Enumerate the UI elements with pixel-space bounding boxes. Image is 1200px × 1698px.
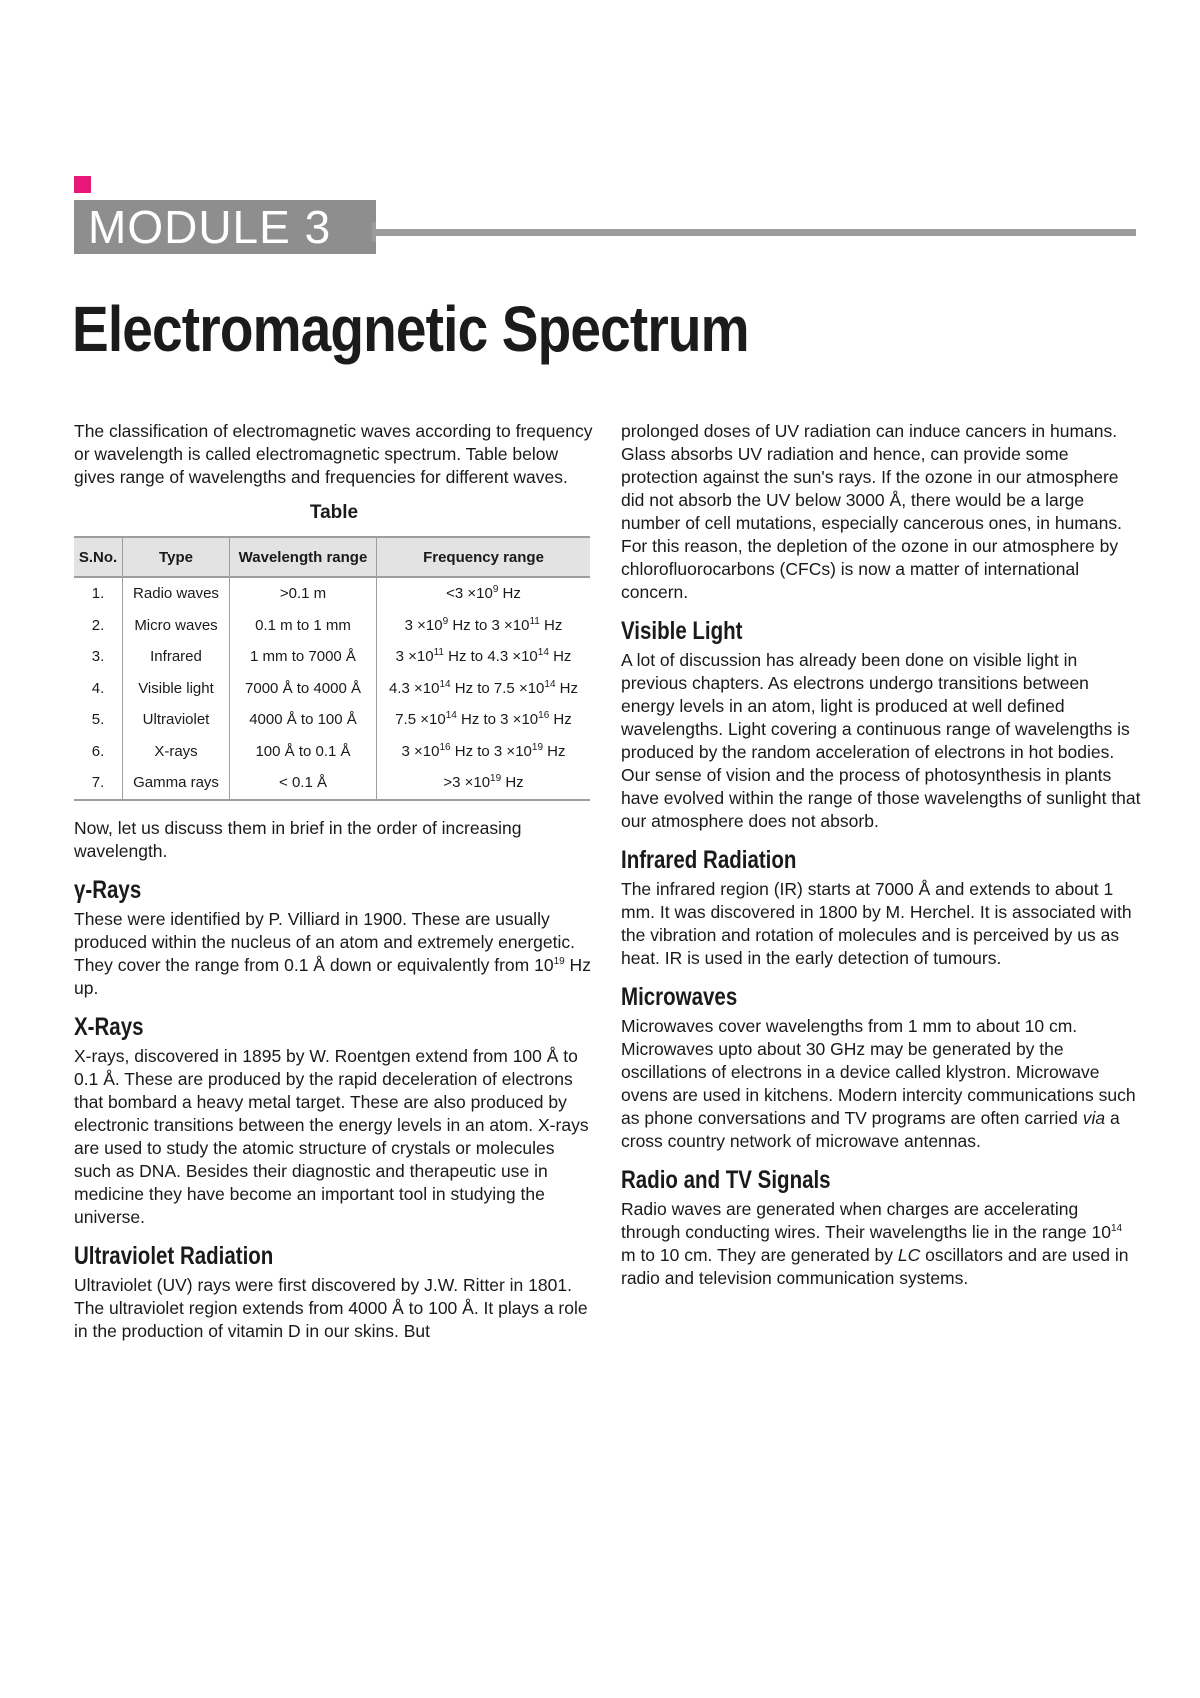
frequency-a-exp: 14: [439, 678, 451, 690]
radio-text-2: m to 10 cm. They are generated by: [621, 1245, 898, 1265]
radio-heading: Radio and TV Signals: [621, 1166, 831, 1194]
table-row: [74, 577, 590, 610]
cell-wavelength: 7000 Å to 4000 Å: [230, 673, 377, 705]
spectrum-table: [74, 536, 590, 801]
infrared-paragraph: The infrared region (IR) starts at 7000 Å and extends to about 1 mm. It was discovered in 1800 by M. Herchel. It is associated with the vibration and rotation of molecules and is perceived by us as heat. IR is used in the early detection of tumours.: [621, 879, 1132, 968]
cell-frequency: [377, 610, 591, 642]
header-wavelength: Wavelength range: [230, 537, 377, 577]
cell-sno: 2.: [74, 610, 123, 642]
table-header-row: [74, 537, 590, 577]
gamma-paragraph: [74, 908, 594, 1000]
uv-continued-paragraph: prolonged doses of UV radiation can induce cancers in humans. Glass absorbs UV radiation and hence, can provide some protection against the sun's rays. If the ozone in our atmosphere did not absorb the UV below 3000 Å, there would be a large number of cell mutations, especially cancerous ones, in humans. For this reason, the depletion of the ozone in our atmosphere by chlorofluorocarbons (CFCs) is now a matter of international concern.: [621, 421, 1122, 602]
frequency-a-exp: 9: [492, 584, 499, 596]
frequency-a: 4.3 ×10: [388, 679, 440, 697]
frequency-a: 3 ×10: [395, 648, 434, 666]
cell-sno: 6.: [74, 736, 123, 768]
frequency-b: 3 ×10: [500, 711, 539, 729]
cell-wavelength: 0.1 m to 1 mm: [230, 610, 377, 642]
uv-heading: Ultraviolet Radiation: [74, 1241, 274, 1270]
after-table-paragraph: Now, let us discuss them in brief in the order of increasing wavelength.: [74, 817, 522, 861]
cell-wavelength: >0.1 m: [230, 577, 377, 610]
xrays-heading: X-Rays: [74, 1012, 144, 1041]
cell-type: Infrared: [123, 641, 230, 673]
frequency-b-exp: 19: [531, 741, 544, 753]
frequency-b-unit: Hz: [543, 742, 566, 760]
microwaves-paragraph: [621, 1015, 1141, 1153]
frequency-a: 3 ×10: [404, 616, 443, 634]
cell-sno: 1.: [74, 577, 123, 610]
table-row: [74, 673, 590, 705]
cell-frequency: [377, 673, 591, 705]
left-column: [74, 420, 594, 1355]
page-title: Electromagnetic Spectrum: [72, 293, 749, 365]
radio-lc: LC: [897, 1245, 921, 1265]
cell-frequency: [377, 704, 591, 736]
header-type: Type: [123, 537, 230, 577]
cell-type: Micro waves: [123, 610, 230, 642]
frequency-b-exp: 16: [538, 710, 550, 722]
microwaves-text-2: a cross country network of microwave antennas.: [621, 1108, 1120, 1151]
radio-exponent: 14: [1110, 1223, 1123, 1235]
module-marker: [74, 176, 91, 193]
gamma-text-2: Hz up.: [74, 954, 591, 998]
frequency-a-unit: Hz to: [450, 742, 494, 760]
radio-text-3: oscillators and are used in radio and television communication systems.: [621, 1245, 1129, 1288]
microwaves-via: via: [1082, 1108, 1106, 1128]
frequency-a-exp: 14: [445, 710, 457, 722]
frequency-b: 7.5 ×10: [493, 679, 545, 697]
frequency-b: 3 ×10: [493, 742, 532, 760]
microwaves-text-1: Microwaves cover wavelengths from 1 mm to about 10 cm. Microwaves upto about 30 GHz may be generated by the oscillations of electrons in a device called klystron. Microwave ovens are used in kitchens. Modern intercity communications such as phone conversations and TV programs are often carried: [621, 1016, 1136, 1128]
frequency-a: 7.5 ×10: [395, 711, 446, 729]
uv-paragraph: Ultraviolet (UV) rays were first discovered by J.W. Ritter in 1801. The ultraviolet region extends from 4000 Å to 100 Å. It plays a role in the production of vitamin D in our skins. But: [74, 1274, 588, 1341]
cell-type: Gamma rays: [123, 767, 230, 800]
frequency-a-unit: Hz: [501, 774, 524, 792]
table-row: [74, 641, 590, 673]
table-caption: Table: [309, 502, 359, 523]
frequency-a-exp: 9: [442, 615, 449, 627]
cell-frequency: [377, 736, 591, 768]
frequency-b-exp: 14: [544, 678, 556, 690]
cell-type: X-rays: [123, 736, 230, 768]
cell-frequency: [377, 577, 591, 610]
cell-type: Ultraviolet: [123, 704, 230, 736]
frequency-a-exp: 11: [433, 647, 444, 659]
cell-sno: 7.: [74, 767, 123, 800]
cell-sno: 5.: [74, 704, 123, 736]
module-rule: [376, 229, 1136, 236]
frequency-b-unit: Hz: [539, 616, 563, 634]
table-row: [74, 704, 590, 736]
gamma-exponent: 19: [553, 955, 565, 967]
frequency-a: >3 ×10: [443, 774, 491, 792]
frequency-a-exp: 19: [490, 773, 502, 785]
header-sno: S.No.: [74, 537, 123, 577]
radio-text-1: Radio waves are generated when charges are accelerating through conducting wires. Their wavelengths lie in the range 10: [621, 1199, 1111, 1242]
visible-paragraph: A lot of discussion has already been done on visible light in previous chapters. As electrons undergo transitions between energy levels in an atom, light is produced at well defined wavelengths. Light covering a continuous range of wavelengths is produced by the random acceleration of electrons in hot bodies. Our sense of vision and the process of photosynthesis in plants have evolved within the range of those wavelengths of sunlight that our atmosphere does not absorb.: [621, 650, 1141, 831]
table-body: [74, 577, 590, 800]
frequency-b-unit: Hz: [548, 648, 572, 666]
frequency-b: 3 ×10: [491, 616, 530, 634]
gamma-heading: γ-Rays: [74, 875, 142, 904]
frequency-b-unit: Hz: [549, 711, 572, 729]
infrared-heading: Infrared Radiation: [621, 846, 797, 874]
right-column: [621, 420, 1141, 1302]
table-row: [74, 767, 590, 800]
visible-heading: Visible Light: [621, 617, 743, 645]
frequency-a-unit: Hz to: [456, 711, 501, 729]
cell-type: Radio waves: [123, 577, 230, 610]
cell-sno: 3.: [74, 641, 123, 673]
frequency-b-exp: 11: [529, 615, 540, 627]
intro-paragraph: The classification of electromagnetic waves according to frequency or wavelength is called electromagnetic spectrum. Table below gives range of wavelengths and frequencies for different waves.: [74, 421, 593, 487]
frequency-a-unit: Hz: [498, 585, 521, 603]
cell-sno: 4.: [74, 673, 123, 705]
frequency-a: <3 ×10: [446, 585, 493, 603]
gamma-text-1: These were identified by P. Villiard in 1900. These are usually produced within the nucleus of an atom and extremely energetic. They cover the range from 0.1 Å down or equivalently from 10: [74, 908, 575, 975]
radio-paragraph: [621, 1198, 1141, 1290]
microwaves-heading: Microwaves: [621, 983, 738, 1011]
table-row: [74, 610, 590, 642]
cell-frequency: [377, 641, 591, 673]
frequency-b: 4.3 ×10: [487, 648, 538, 666]
cell-wavelength: 1 mm to 7000 Å: [230, 641, 377, 673]
cell-type: Visible light: [123, 673, 230, 705]
frequency-a-exp: 16: [439, 741, 451, 753]
xrays-paragraph: X-rays, discovered in 1895 by W. Roentgen extend from 100 Å to 0.1 Å. These are produced by the rapid deceleration of electrons that bombard a heavy metal target. These are also produced by electronic transitions between the energy levels in an atom. X-rays are used to study the atomic structure of crystals or molecules such as DNA. Besides their diagnostic and therapeutic use in medicine they have become an important tool in studying the universe.: [74, 1045, 589, 1227]
table-row: [74, 736, 590, 768]
frequency-b-unit: Hz: [555, 679, 579, 697]
header-frequency: Frequency range: [377, 537, 591, 577]
cell-wavelength: < 0.1 Å: [230, 767, 377, 800]
cell-frequency: [377, 767, 591, 800]
frequency-a-unit: Hz to: [450, 679, 494, 697]
cell-wavelength: 100 Å to 0.1 Å: [230, 736, 377, 768]
module-label: MODULE 3: [74, 200, 376, 254]
frequency-a-unit: Hz to: [448, 616, 492, 634]
frequency-a: 3 ×10: [401, 742, 440, 760]
frequency-a-unit: Hz to: [443, 648, 488, 666]
cell-wavelength: 4000 Å to 100 Å: [230, 704, 377, 736]
frequency-b-exp: 14: [537, 647, 549, 659]
